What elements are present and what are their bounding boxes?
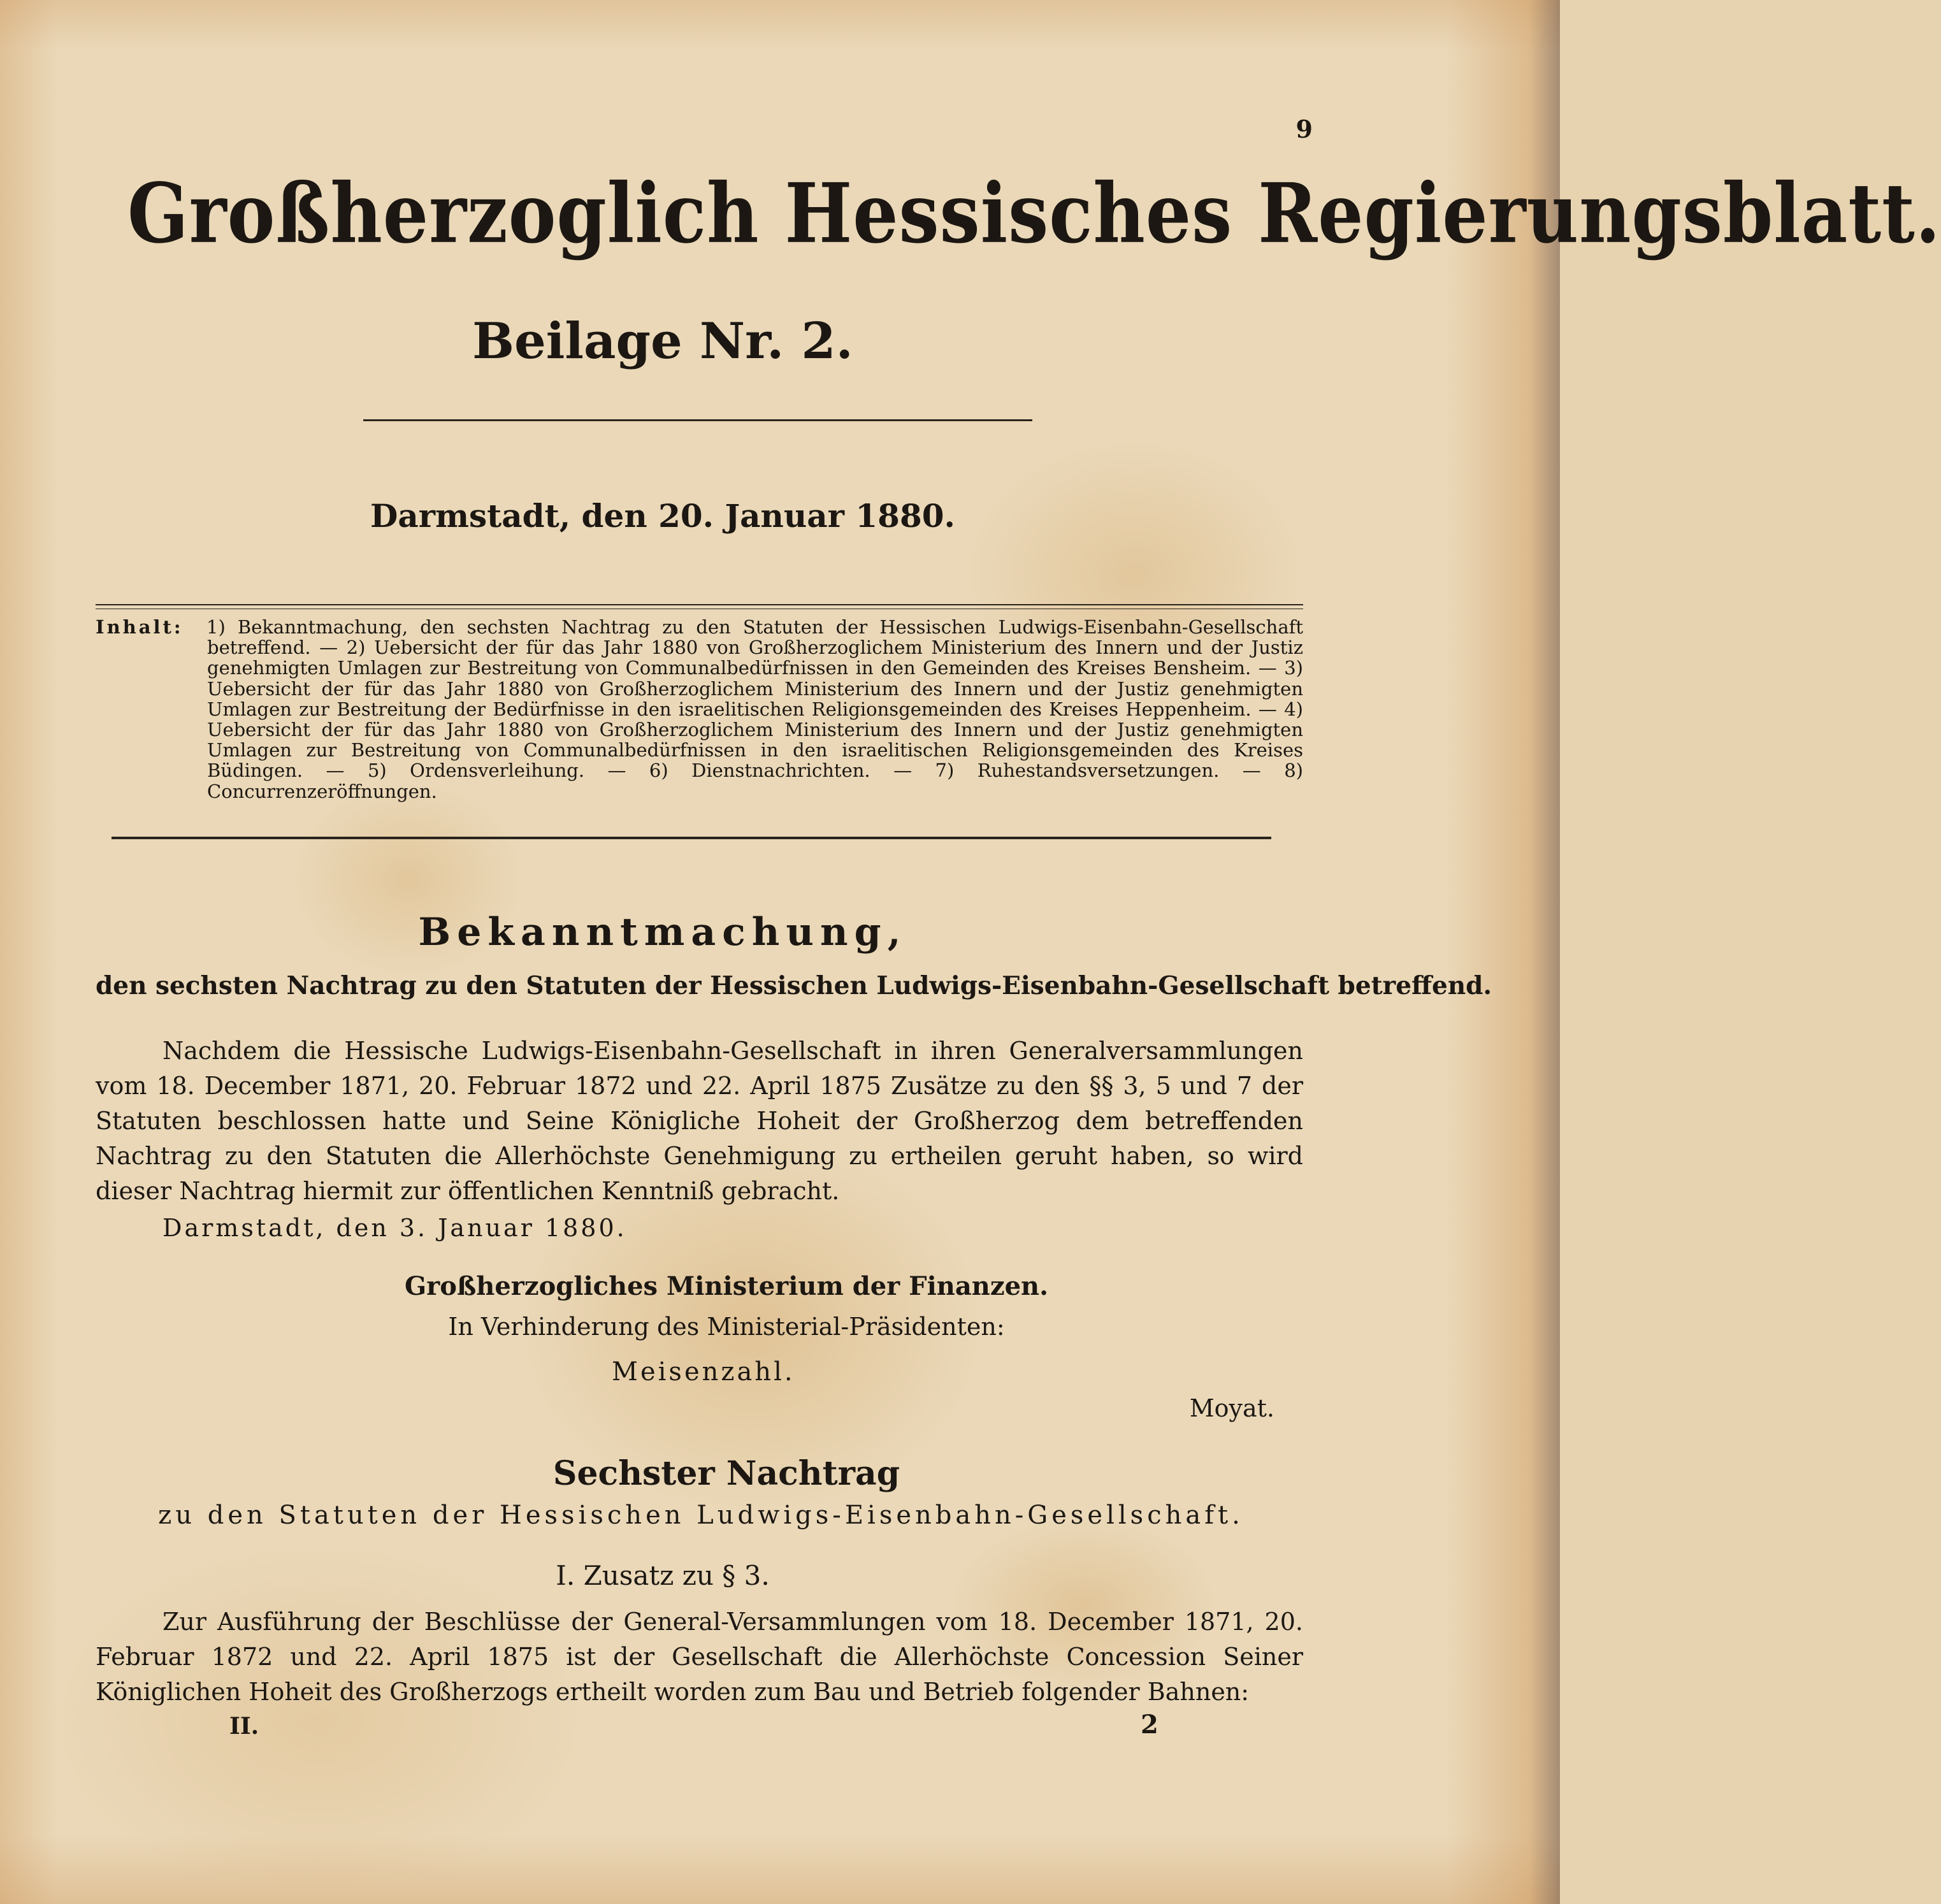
- signature-moyat: Moyat.: [1189, 1394, 1274, 1422]
- announcement-heading: Bekanntmachung,: [418, 910, 907, 955]
- ministry-name: Großherzogliches Ministerium der Finanzen.: [404, 1271, 1049, 1301]
- announcement-body: Nachdem die Hessische Ludwigs-Eisenbahn-Gesellschaft in ihren Generalversammlungen vom 18. December 1871, 20. Februar 1872 und 22. April 1875 Zusätze zu den §§ 3, 5 und 7 der Statuten beschlossen hatte und Seine Königliche Hoheit der Großherzog dem betreffenden Nachtrag zu den Statuten die Allerhöchste Genehmigung zu ertheilen geruht haben, so wird dieser Nachtrag hiermit zur öffentlichen Kenntniß gebracht.: [96, 1037, 1303, 1205]
- contents-bottom-rule: [112, 837, 1271, 839]
- signature-meisenzahl: Meisenzahl.: [612, 1357, 795, 1387]
- supplement-body: Zur Ausführung der Beschlüsse der General-Versammlungen vom 18. December 1871, 20. Februar 1872 und 22. April 1875 ist der Gesellschaft die Allerhöchste Concession Seiner Königlichen Hoheit des Großherzogs ertheilt worden zum Bau und Betrieb folgender Bahnen:: [96, 1608, 1303, 1706]
- supplement-subheading: zu den Statuten der Hessischen Ludwigs-Eisenbahn-Gesellschaft.: [158, 1501, 1244, 1530]
- supplement-number: Beilage Nr. 2.: [472, 312, 853, 370]
- page-number: 9: [1295, 115, 1313, 143]
- announcement-subheading: den sechsten Nachtrag zu den Statuten der Hessischen Ludwigs-Eisenbahn-Gesellschaft betreffend.: [96, 971, 1492, 1000]
- supplement-heading: Sechster Nachtrag: [552, 1454, 900, 1493]
- dateline: Darmstadt, den 20. Januar 1880.: [370, 497, 955, 535]
- section-title: I. Zusatz zu § 3.: [556, 1560, 770, 1591]
- contents-top-rule-1: [96, 604, 1303, 605]
- footer-sheet-number: 2: [1141, 1710, 1158, 1740]
- header-rule: [363, 419, 1032, 421]
- contents-label: Inhalt:: [96, 616, 184, 638]
- announcement-date: Darmstadt, den 3. Januar 1880.: [162, 1214, 627, 1242]
- footer-signature-mark: II.: [229, 1713, 259, 1740]
- masthead-title: Großherzoglich Hessisches Regierungsblatt.: [127, 166, 1941, 262]
- contents-block: [96, 617, 1303, 802]
- contents-text: 1) Bekanntmachung, den sechsten Nachtrag zu den Statuten der Hessischen Ludwigs-Eisenbahn-Gesellschaft betreffend. — 2) Uebersicht der für das Jahr 1880 von Großherzoglichem Ministerium des Innern und der Justiz genehmigten Umlagen zur Bestreitung von Communalbedürfnissen in den Gemeinden des Kreises Bensheim. — 3) Uebersicht der für das Jahr 1880 von Großherzoglichem Ministerium des Innern und der Justiz genehmigten Umlagen zur Bestreitung der Bedürfnisse in den israelitischen Religionsgemeinden des Kreises Heppenheim. — 4) Uebersicht der für das Jahr 1880 von Großherzoglichem Ministerium des Innern und der Justiz genehmigten Umlagen zur Bestreitung von Communalbedürfnissen in den israelitischen Religionsgemeinden des Kreises Büdingen. — 5) Ordensverleihung. — 6) Dienstnachrichten. — 7) Ruhestandsversetzungen. — 8) Concurrenzeröffnungen.: [206, 616, 1303, 802]
- deputy-line: In Verhinderung des Ministerial-Präsidenten:: [448, 1313, 1005, 1341]
